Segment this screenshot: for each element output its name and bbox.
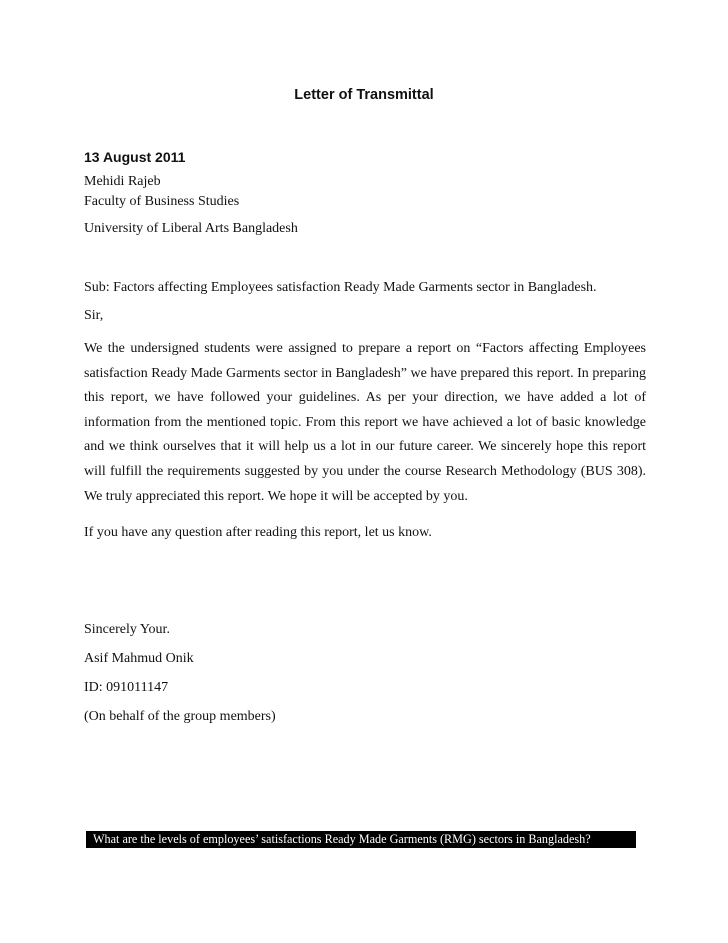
letter-closing-note: If you have any question after reading this report, let us know. bbox=[84, 525, 432, 540]
letter-subject: Sub: Factors affecting Employees satisfaction Ready Made Garments sector in Bangladesh. bbox=[84, 280, 597, 295]
letter-title: Letter of Transmittal bbox=[294, 87, 434, 103]
letter-body-paragraph: We the undersigned students were assigned to prepare a report on “Factors affecting Employees satisfaction Ready Made Garments sector in Bangladesh” we have prepared this report. In preparing this report, we have followed your guidelines. As per your direction, we have added a lot of information from the mentioned topic. From this report we have achieved a lot of basic knowledge and we think ourselves that it will help us a lot in our future career. We sincerely hope this report will fulfill the requirements suggested by you under the course Research Methodology (BUS 308). We truly appreciated this report. We hope it will be accepted by you. bbox=[84, 341, 646, 504]
letter-salutation: Sir, bbox=[84, 308, 104, 323]
recipient-faculty: Faculty of Business Studies bbox=[84, 194, 240, 209]
sender-name: Asif Mahmud Onik bbox=[84, 651, 194, 666]
sender-note: (On behalf of the group members) bbox=[84, 709, 276, 724]
recipient-name: Mehidi Rajeb bbox=[84, 174, 161, 189]
letter-date: 13 August 2011 bbox=[84, 149, 186, 165]
footer-banner: What are the levels of employees’ satisfactions Ready Made Garments (RMG) sectors in Bangladesh? bbox=[86, 831, 636, 848]
recipient-university: University of Liberal Arts Bangladesh bbox=[84, 221, 298, 236]
sender-id: ID: 091011147 bbox=[84, 680, 169, 695]
letter-signoff: Sincerely Your. bbox=[84, 622, 170, 637]
